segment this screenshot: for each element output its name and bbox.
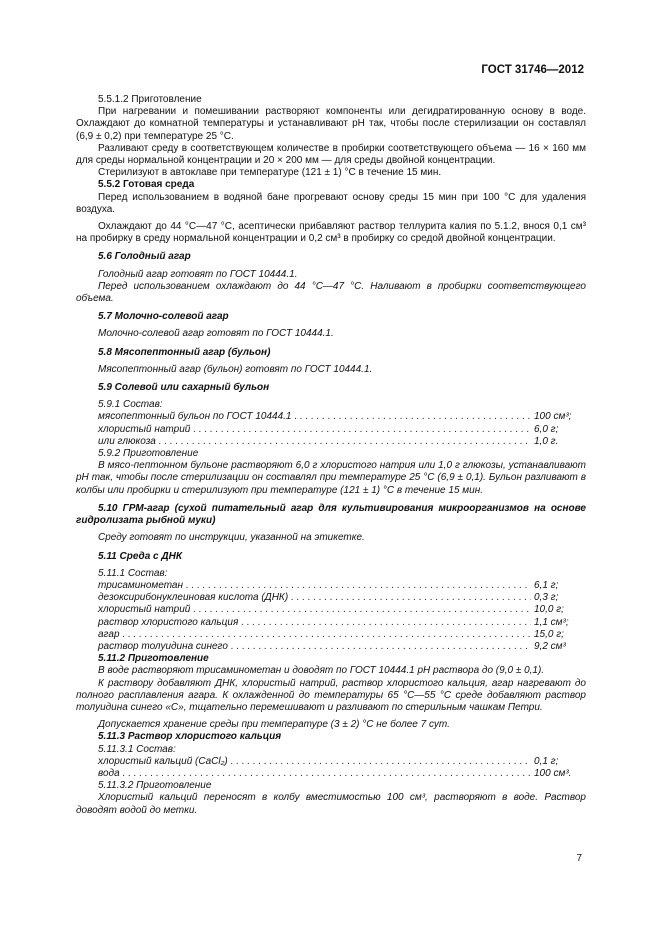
document-id: ГОСТ 31746—2012: [481, 64, 584, 76]
component-amount: 15,0 г;: [534, 628, 564, 640]
paragraph: К раствору добавляют ДНК, хлористый натрий, раствор хлористого кальция, агар нагревают до полного расплавления агара. К охлажденной до температуры 65 °С—55 °С среде добавляют раствор толуидина синего «С», тщательно перемешивают и разливают по стерильным чашкам Петри.: [76, 677, 586, 713]
paragraph: Допускается хранение среды при температуре (3 ± 2) °С не более 7 сут.: [98, 719, 450, 731]
paragraph: Перед использованием охлаждают до 44 °С—47 °С. Наливают в пробирки соответствующего объема.: [76, 280, 586, 305]
leader-dots: [123, 629, 531, 641]
component-name: вода: [98, 767, 120, 779]
section-heading: 5.8 Мясопептонный агар (бульон): [98, 346, 271, 358]
leader-dots: [295, 411, 532, 423]
leader-dots: [241, 617, 531, 629]
leader-dots: [291, 592, 531, 604]
leader-dots: [193, 424, 531, 436]
paragraph: Охлаждают до 44 °С—47 °С, асептически прибавляют раствор теллурита калия по 5.1.2, внося 0,1 см³ на пробирку в среду нормальной концентрации и 0,2 см³ в пробирку со средой двойной концентрации.: [76, 221, 586, 245]
leader-dots: [123, 768, 531, 780]
composition-item: [76, 580, 586, 592]
leader-dots: [231, 756, 531, 768]
component-name: раствор хлористого кальция: [98, 616, 239, 628]
paragraph: Хлористый кальций переносят в колбу вместимостью 100 см³, растворяют в воде. Раствор доводят водой до метки.: [76, 792, 586, 816]
component-amount: 6,0 г;: [534, 423, 559, 435]
paragraph: В мясо-пептонном бульоне растворяют 6,0 г хлористого натрия или 1,0 г глюкозы, устанавливают pH так, чтобы после стерилизации он составлял при температуре 25 °С (6,9 ± 0,1). Бульон разливают в колбы или пробирки и стерилизуют при температуре (121 ± 1) °С в течение 15 мин.: [76, 460, 586, 496]
component-name: хлористый кальций (CaCl₂): [98, 755, 228, 767]
component-amount: 1,1 см³;: [534, 616, 569, 628]
leader-dots: [186, 580, 531, 592]
composition-list: [76, 411, 586, 448]
composition-item: [76, 424, 586, 436]
leader-dots: [193, 604, 531, 616]
leader-dots: [231, 641, 531, 653]
subsection-heading: 5.11.2 Приготовление: [98, 653, 209, 665]
document-body: [76, 94, 586, 817]
subsection-label: 5.9.2 Приготовление: [98, 448, 199, 460]
composition-item: [76, 604, 586, 616]
section-heading: 5.5.2 Готовая среда: [98, 179, 195, 191]
composition-item: [76, 756, 586, 768]
section-heading: 5.5.1.2 Приготовление: [98, 94, 202, 105]
subsection-label: 5.11.3.2 Приготовление: [98, 780, 212, 792]
composition-item: [76, 411, 586, 423]
subsection-label: 5.9.1 Состав:: [98, 399, 163, 411]
component-amount: 100 см³;: [534, 411, 572, 423]
component-amount: 0,3 г;: [534, 592, 559, 604]
component-amount: 10,0 г;: [534, 604, 564, 616]
component-amount: 6,1 г;: [534, 579, 559, 591]
component-amount: 0,1 г;: [534, 755, 559, 767]
paragraph: Разливают среду в соответствующем количестве в пробирки соответствующего объема — 16 × 160 мм для среды нормальной концентрации и 20 × 200 мм — для среды двойной концентрации.: [76, 142, 586, 167]
component-name: раствор толуидина синего: [98, 640, 228, 652]
composition-list: [76, 756, 586, 780]
composition-item: [76, 436, 586, 448]
composition-item: [76, 768, 586, 780]
section-heading: 5.10 ГРМ-агар (сухой питательный агар для культивирования микроорганизмов на основе гидролизата рыбной муки): [76, 502, 586, 527]
composition-item: [76, 617, 586, 629]
subsection-label: 5.11.3.1 Состав:: [98, 743, 176, 755]
component-name: трисаминометан: [98, 579, 183, 591]
component-name: мясопептонный бульон по ГОСТ 10444.1: [98, 411, 292, 423]
composition-item: [76, 629, 586, 641]
paragraph: В воде растворяют трисаминометан и доводят по ГОСТ 10444.1 pH раствора до (9,0 ± 0,1).: [98, 665, 545, 677]
component-name: или глюкоза: [98, 435, 156, 447]
section-heading: 5.7 Молочно-солевой агар: [98, 311, 229, 323]
composition-item: [76, 592, 586, 604]
paragraph: Голодный агар готовят по ГОСТ 10444.1.: [98, 268, 298, 280]
component-name: хлористый натрий: [98, 423, 191, 435]
subsection-heading: 5.11.3 Раствор хлористого кальция: [98, 731, 282, 743]
page-number: 7: [576, 853, 582, 864]
paragraph: Перед использованием в водяной бане прогревают основу среды 15 мин при 100 °С для удаления воздуха.: [76, 191, 586, 215]
composition-list: [76, 580, 586, 653]
component-name: дезоксирибонуклеиновая кислота (ДНК): [98, 592, 289, 604]
paragraph: Стерилизуют в автоклаве при температуре (121 ± 1) °С в течение 15 мин.: [98, 167, 442, 179]
paragraph: При нагревании и помешивании растворяют компоненты или дегидратированную основу в воде. Охлаждают до комнатной температуры и устанавливают pH так, чтобы после стерилизации он составлял (6,9 ± 0,2) при температуре 25 °С.: [76, 106, 586, 142]
component-amount: 9,2 см³: [534, 640, 566, 652]
section-heading: 5.9 Солевой или сахарный бульон: [98, 382, 270, 394]
component-amount: 100 см³.: [534, 767, 572, 779]
paragraph: Мясопептонный агар (бульон) готовят по ГОСТ 10444.1.: [98, 363, 373, 375]
section-heading: 5.11 Среда с ДНК: [98, 550, 182, 562]
component-amount: 1,0 г.: [534, 435, 559, 447]
composition-item: [76, 641, 586, 653]
paragraph: Среду готовят по инструкции, указанной на этикетке.: [98, 532, 365, 544]
paragraph: Молочно-солевой агар готовят по ГОСТ 10444.1.: [98, 328, 334, 340]
component-name: хлористый натрий: [98, 604, 191, 616]
leader-dots: [159, 436, 531, 448]
subsection-label: 5.11.1 Состав:: [98, 567, 168, 579]
section-heading: 5.6 Голодный агар: [98, 251, 191, 263]
component-name: агар: [98, 628, 120, 640]
